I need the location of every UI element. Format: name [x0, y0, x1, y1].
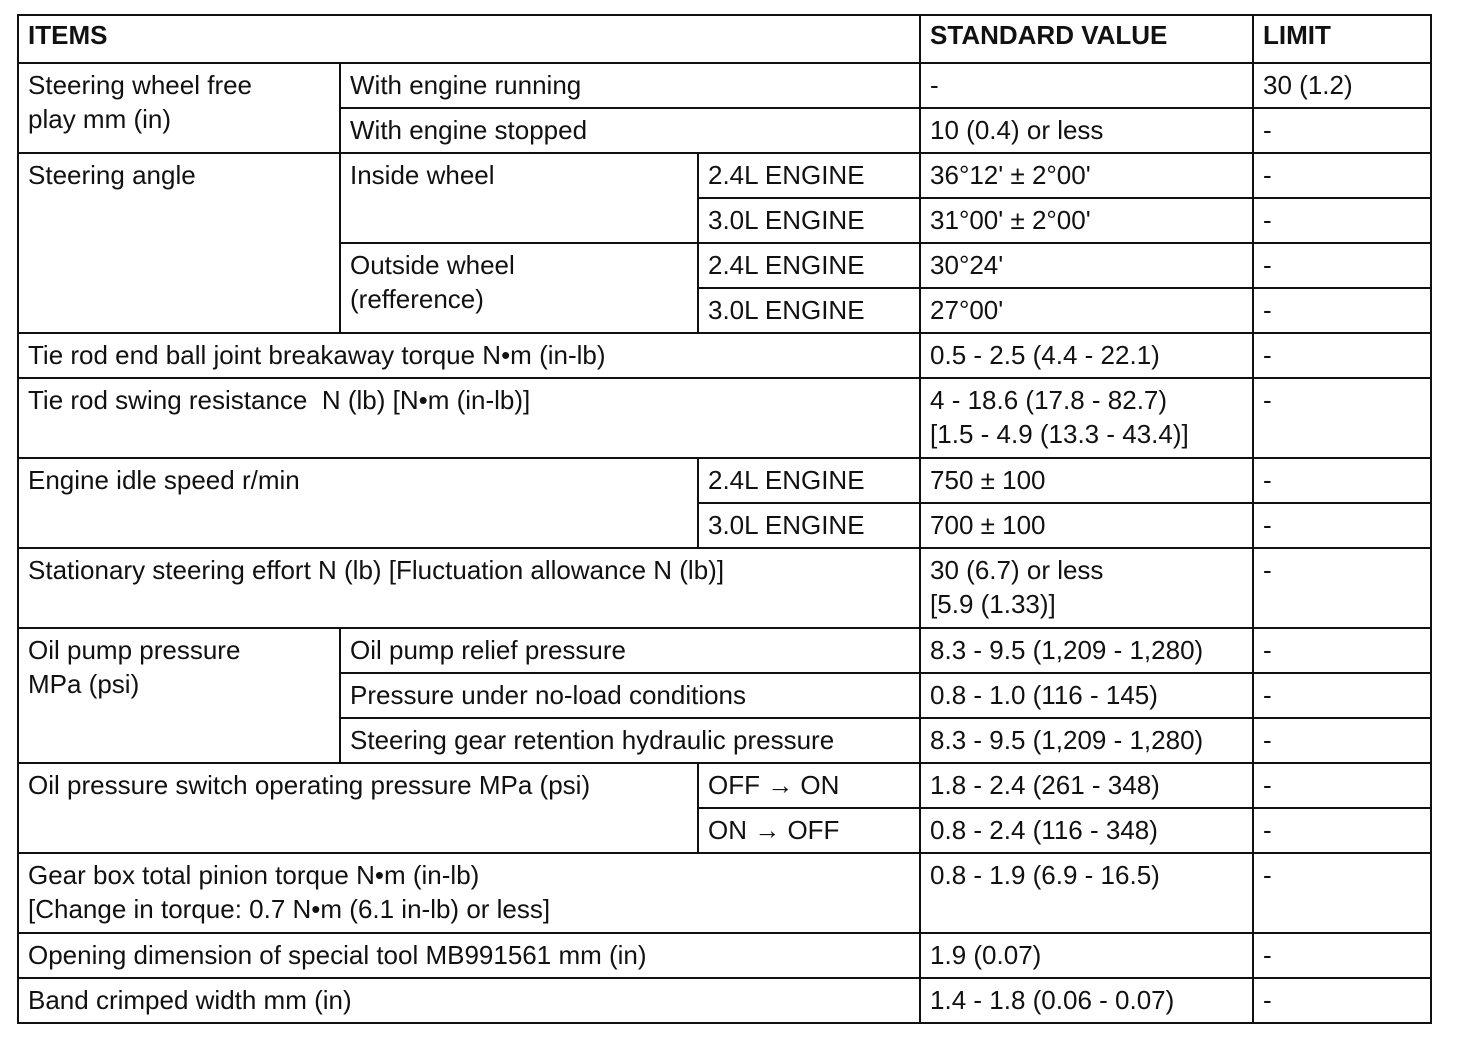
stationary-effort-item: Stationary steering effort N (lb) [Fluctuation allowance N (lb)] [18, 548, 920, 628]
standard-value-cell: 1.8 - 2.4 (261 - 348) [920, 763, 1253, 808]
table-row [18, 153, 1431, 198]
engine-cell: 2.4L ENGINE [698, 153, 920, 198]
header-row [18, 15, 1431, 63]
outside-wheel-line: Outside wheel [350, 250, 515, 280]
item-line: Steering wheel free [28, 70, 253, 100]
item-line: Oil pump pressure [28, 635, 241, 665]
table-row [18, 933, 1431, 978]
condition-cell: With engine stopped [340, 108, 920, 153]
special-tool-item: Opening dimension of special tool MB991561 mm (in) [18, 933, 920, 978]
standard-value-cell [920, 378, 1253, 458]
table-row [18, 548, 1431, 628]
tie-rod-swing-item: Tie rod swing resistance N (lb) [N•m (in-lb)] [18, 378, 920, 458]
limit-cell: - [1253, 933, 1431, 978]
tie-rod-breakaway-item: Tie rod end ball joint breakaway torque N•m (in-lb) [18, 333, 920, 378]
limit-cell: - [1253, 763, 1431, 808]
switch-direction-cell: ON → OFF [698, 808, 920, 853]
limit-cell: - [1253, 153, 1431, 198]
table-row [18, 763, 1431, 808]
condition-cell: Oil pump relief pressure [340, 628, 920, 673]
limit-cell: - [1253, 978, 1431, 1023]
standard-value-cell: 700 ± 100 [920, 503, 1253, 548]
limit-cell: - [1253, 108, 1431, 153]
limit-cell: - [1253, 378, 1431, 458]
standard-value-cell: 8.3 - 9.5 (1,209 - 1,280) [920, 628, 1253, 673]
item-line: play mm (in) [28, 104, 172, 134]
pinion-torque-item [18, 853, 920, 933]
standard-value-cell: 1.9 (0.07) [920, 933, 1253, 978]
standard-value-cell: - [920, 63, 1253, 108]
switch-direction-cell: OFF → ON [698, 763, 920, 808]
limit-cell: 30 (1.2) [1253, 63, 1431, 108]
item-line: Gear box total pinion torque N•m (in-lb) [28, 860, 480, 890]
band-width-item: Band crimped width mm (in) [18, 978, 920, 1023]
table-row [18, 978, 1431, 1023]
limit-cell: - [1253, 673, 1431, 718]
item-line: [Change in torque: 0.7 N•m (6.1 in-lb) or less] [28, 894, 551, 924]
standard-value-cell [920, 548, 1253, 628]
standard-value-cell: 0.8 - 2.4 (116 - 348) [920, 808, 1253, 853]
condition-cell: Pressure under no-load conditions [340, 673, 920, 718]
standard-value-cell: 30°24' [920, 243, 1253, 288]
oil-pump-pressure-item [18, 628, 340, 763]
service-specifications-table [17, 14, 1432, 1024]
items-header: ITEMS [18, 15, 920, 63]
outside-wheel-cell [340, 243, 698, 333]
standard-value-cell: 0.8 - 1.9 (6.9 - 16.5) [920, 853, 1253, 933]
value-line: 4 - 18.6 (17.8 - 82.7) [930, 385, 1168, 415]
table-row [18, 458, 1431, 503]
condition-cell: Steering gear retention hydraulic pressure [340, 718, 920, 763]
idle-speed-item: Engine idle speed r/min [18, 458, 698, 548]
limit-header: LIMIT [1253, 15, 1431, 63]
limit-cell: - [1253, 808, 1431, 853]
engine-cell: 3.0L ENGINE [698, 288, 920, 333]
value-line: [5.9 (1.33)] [930, 589, 1056, 619]
standard-value-cell: 1.4 - 1.8 (0.06 - 0.07) [920, 978, 1253, 1023]
table-row [18, 63, 1431, 108]
limit-cell: - [1253, 288, 1431, 333]
item-line: MPa (psi) [28, 669, 140, 699]
engine-cell: 3.0L ENGINE [698, 503, 920, 548]
table-row [18, 628, 1431, 673]
limit-cell: - [1253, 198, 1431, 243]
outside-wheel-line: (refference) [350, 284, 484, 314]
table-row [18, 853, 1431, 933]
standard-value-cell: 0.8 - 1.0 (116 - 145) [920, 673, 1253, 718]
limit-cell: - [1253, 548, 1431, 628]
standard-value-cell: 36°12' ± 2°00' [920, 153, 1253, 198]
oil-switch-item: Oil pressure switch operating pressure MPa (psi) [18, 763, 698, 853]
standard-value-cell: 10 (0.4) or less [920, 108, 1253, 153]
inside-wheel-cell: Inside wheel [340, 153, 698, 243]
standard-value-cell: 0.5 - 2.5 (4.4 - 22.1) [920, 333, 1253, 378]
value-line: 30 (6.7) or less [930, 555, 1104, 585]
condition-cell: With engine running [340, 63, 920, 108]
limit-cell: - [1253, 243, 1431, 288]
standard-value-cell: 27°00' [920, 288, 1253, 333]
engine-cell: 2.4L ENGINE [698, 243, 920, 288]
limit-cell: - [1253, 458, 1431, 503]
limit-cell: - [1253, 503, 1431, 548]
limit-cell: - [1253, 718, 1431, 763]
table-row [18, 378, 1431, 458]
limit-cell: - [1253, 333, 1431, 378]
table-row [18, 333, 1431, 378]
engine-cell: 3.0L ENGINE [698, 198, 920, 243]
standard-value-header: STANDARD VALUE [920, 15, 1253, 63]
limit-cell: - [1253, 853, 1431, 933]
value-line: [1.5 - 4.9 (13.3 - 43.4)] [930, 419, 1189, 449]
engine-cell: 2.4L ENGINE [698, 458, 920, 503]
steering-angle-item: Steering angle [18, 153, 340, 333]
steering-free-play-item [18, 63, 340, 153]
limit-cell: - [1253, 628, 1431, 673]
standard-value-cell: 31°00' ± 2°00' [920, 198, 1253, 243]
standard-value-cell: 750 ± 100 [920, 458, 1253, 503]
standard-value-cell: 8.3 - 9.5 (1,209 - 1,280) [920, 718, 1253, 763]
